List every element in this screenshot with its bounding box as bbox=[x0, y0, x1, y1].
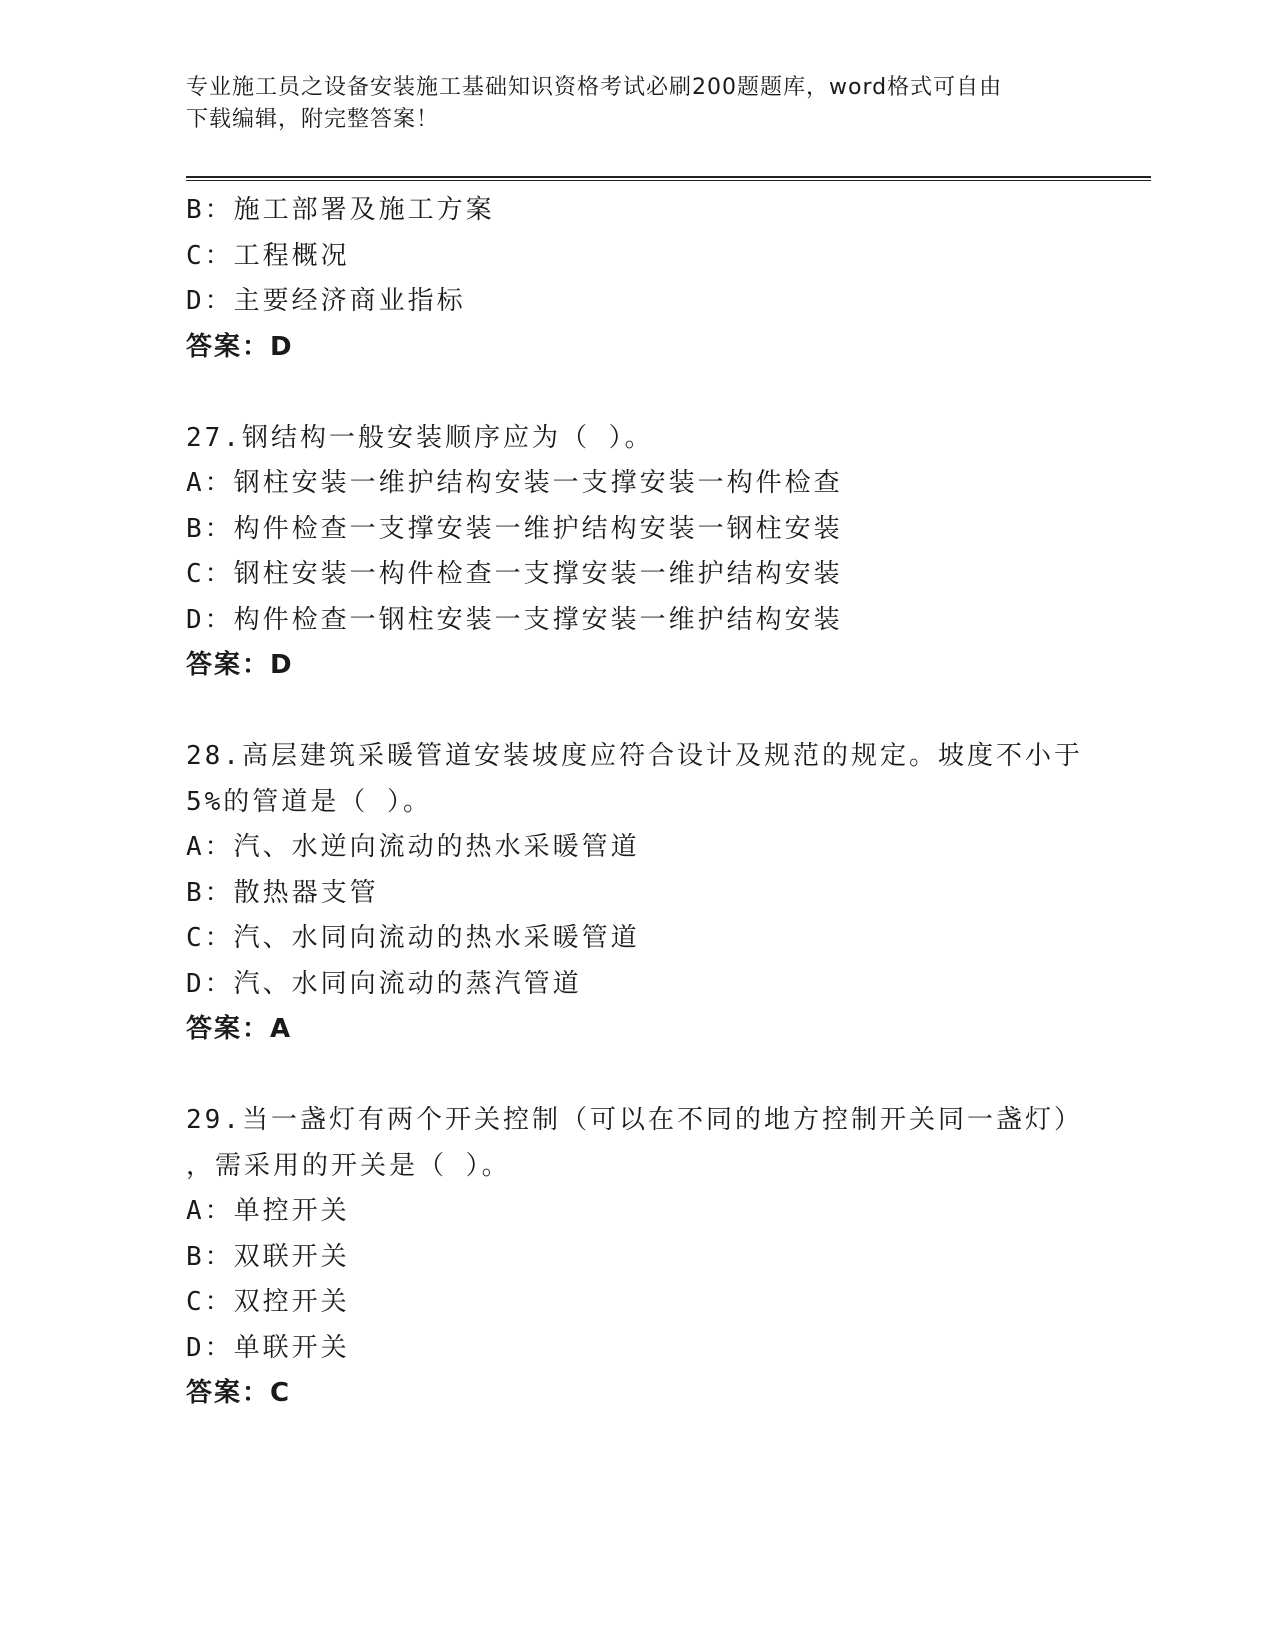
header-divider bbox=[186, 176, 1151, 181]
question-28-answer: 答案：A bbox=[186, 1014, 293, 1044]
header-title-line-1: 专业施工员之设备安装施工基础知识资格考试必刷200题题库，word格式可自由 bbox=[186, 75, 1003, 100]
question-27-answer: 答案：D bbox=[186, 650, 294, 680]
question-29-stem-line-2: ，需采用的开关是（ ）。 bbox=[186, 1150, 511, 1181]
document-header bbox=[186, 72, 1066, 136]
question-29-option-a: A：单控开关 bbox=[186, 1196, 350, 1226]
question-28 bbox=[186, 734, 1151, 1053]
question-29 bbox=[186, 1098, 1151, 1417]
question-26-answer: 答案：D bbox=[186, 331, 294, 362]
spacer bbox=[186, 689, 1151, 735]
question-29-stem-line-1: 29.当一盏灯有两个开关控制（可以在不同的地方控制开关同一盏灯） bbox=[186, 1105, 1083, 1135]
question-28-option-c: C：汽、水同向流动的热水采暖管道 bbox=[186, 923, 640, 953]
question-27-option-d: D：构件检查一钢柱安装一支撑安装一维护结构安装 bbox=[186, 604, 843, 635]
question-28-stem-line-2: 5%的管道是（ ）。 bbox=[186, 786, 432, 817]
question-27-stem: 27.钢结构一般安装顺序应为（ ）。 bbox=[186, 422, 654, 453]
question-list bbox=[186, 188, 1151, 1417]
question-28-option-d: D：汽、水同向流动的蒸汽管道 bbox=[186, 968, 582, 999]
question-29-option-c: C：双控开关 bbox=[186, 1287, 350, 1317]
question-29-option-d: D：单联开关 bbox=[186, 1332, 350, 1363]
question-27-option-a: A：钢柱安装一维护结构安装一支撑安装一构件检查 bbox=[186, 468, 843, 498]
question-27 bbox=[186, 416, 1151, 689]
document-page bbox=[186, 0, 1151, 1650]
question-29-answer: 答案：C bbox=[186, 1378, 292, 1408]
question-28-option-a: A：汽、水逆向流动的热水采暖管道 bbox=[186, 832, 640, 862]
spacer bbox=[186, 1053, 1151, 1099]
question-28-stem-line-1: 28.高层建筑采暖管道安装坡度应符合设计及规范的规定。坡度不小于 bbox=[186, 741, 1083, 771]
question-29-option-b: B：双联开关 bbox=[186, 1241, 350, 1272]
question-26-option-d: D：主要经济商业指标 bbox=[186, 286, 466, 316]
spacer bbox=[186, 370, 1151, 416]
question-26-option-b: B：施工部署及施工方案 bbox=[186, 195, 495, 225]
question-27-option-b: B：构件检查一支撑安装一维护结构安装一钢柱安装 bbox=[186, 513, 843, 544]
question-27-option-c: C：钢柱安装一构件检查一支撑安装一维护结构安装 bbox=[186, 559, 843, 589]
question-26-option-c: C：工程概况 bbox=[186, 240, 350, 271]
question-26 bbox=[186, 188, 1151, 370]
header-title-line-2: 下载编辑，附完整答案！ bbox=[186, 107, 440, 132]
question-28-option-b: B：散热器支管 bbox=[186, 877, 379, 908]
